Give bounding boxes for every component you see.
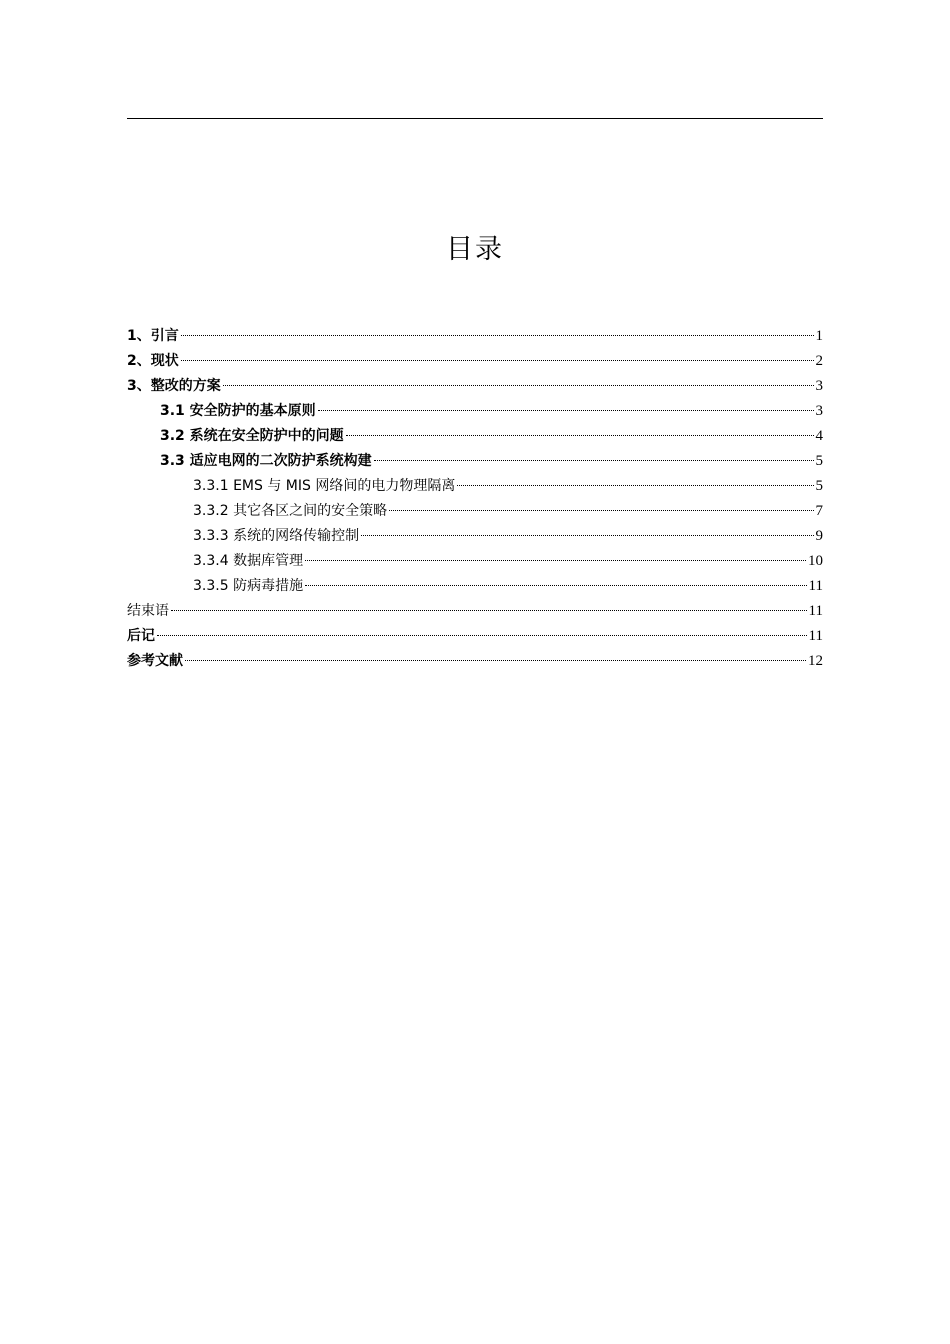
header-rule <box>127 118 823 119</box>
dot-leader <box>305 560 806 561</box>
toc-entry-page: 5 <box>815 478 823 494</box>
toc-entry-label: 3.3.2 其它各区之间的安全策略 <box>193 503 388 519</box>
dot-leader <box>457 485 813 486</box>
toc-entry[interactable] <box>127 474 823 499</box>
toc-entry-label: 3.3.5 防病毒措施 <box>193 578 304 594</box>
toc-entry-label: 3.2 系统在安全防护中的问题 <box>160 428 344 444</box>
toc-entry-label: 参考文献 <box>127 653 183 669</box>
toc-entry-page: 3 <box>815 378 823 394</box>
toc-entry[interactable] <box>127 399 823 424</box>
dot-leader <box>389 510 813 511</box>
dot-leader <box>223 385 814 386</box>
toc-entry[interactable] <box>127 549 823 574</box>
table-of-contents <box>127 324 823 674</box>
toc-entry-label: 3.3.3 系统的网络传输控制 <box>193 528 360 544</box>
toc-entry-label: 1、引言 <box>127 328 179 344</box>
toc-entry-label: 3.3.1 EMS 与 MIS 网络间的电力物理隔离 <box>193 478 456 494</box>
dot-leader <box>171 610 807 611</box>
toc-entry-page: 11 <box>808 578 823 594</box>
toc-entry-page: 7 <box>815 503 823 519</box>
toc-entry-label: 结束语 <box>127 603 169 619</box>
toc-entry-label: 2、现状 <box>127 353 179 369</box>
toc-entry-label: 3.3 适应电网的二次防护系统构建 <box>160 453 372 469</box>
toc-entry[interactable] <box>127 599 823 624</box>
dot-leader <box>181 335 814 336</box>
toc-entry[interactable] <box>127 499 823 524</box>
toc-entry-page: 10 <box>808 553 823 569</box>
toc-entry[interactable] <box>127 349 823 374</box>
dot-leader <box>361 535 813 536</box>
toc-entry-page: 12 <box>808 653 823 669</box>
dot-leader <box>374 460 814 461</box>
toc-entry[interactable] <box>127 324 823 349</box>
toc-entry[interactable] <box>127 449 823 474</box>
toc-entry[interactable] <box>127 574 823 599</box>
dot-leader <box>181 360 814 361</box>
dot-leader <box>305 585 806 586</box>
toc-entry-page: 4 <box>815 428 823 444</box>
toc-entry[interactable] <box>127 424 823 449</box>
toc-entry-label: 后记 <box>127 628 155 644</box>
dot-leader <box>318 410 814 411</box>
dot-leader <box>157 635 807 636</box>
toc-entry-page: 11 <box>808 603 823 619</box>
toc-entry-label: 3.1 安全防护的基本原则 <box>160 403 316 419</box>
dot-leader <box>346 435 814 436</box>
toc-entry-page: 1 <box>815 328 823 344</box>
toc-entry-page: 9 <box>815 528 823 544</box>
toc-entry-label: 3.3.4 数据库管理 <box>193 553 304 569</box>
toc-entry[interactable] <box>127 374 823 399</box>
dot-leader <box>185 660 806 661</box>
toc-entry-page: 2 <box>815 353 823 369</box>
page-title: 目录 <box>446 234 504 265</box>
toc-entry[interactable] <box>127 624 823 649</box>
toc-entry-page: 5 <box>815 453 823 469</box>
toc-entry[interactable] <box>127 524 823 549</box>
toc-entry-page: 11 <box>808 628 823 644</box>
toc-entry[interactable] <box>127 649 823 674</box>
toc-entry-page: 3 <box>815 403 823 419</box>
toc-entry-label: 3、整改的方案 <box>127 378 221 394</box>
